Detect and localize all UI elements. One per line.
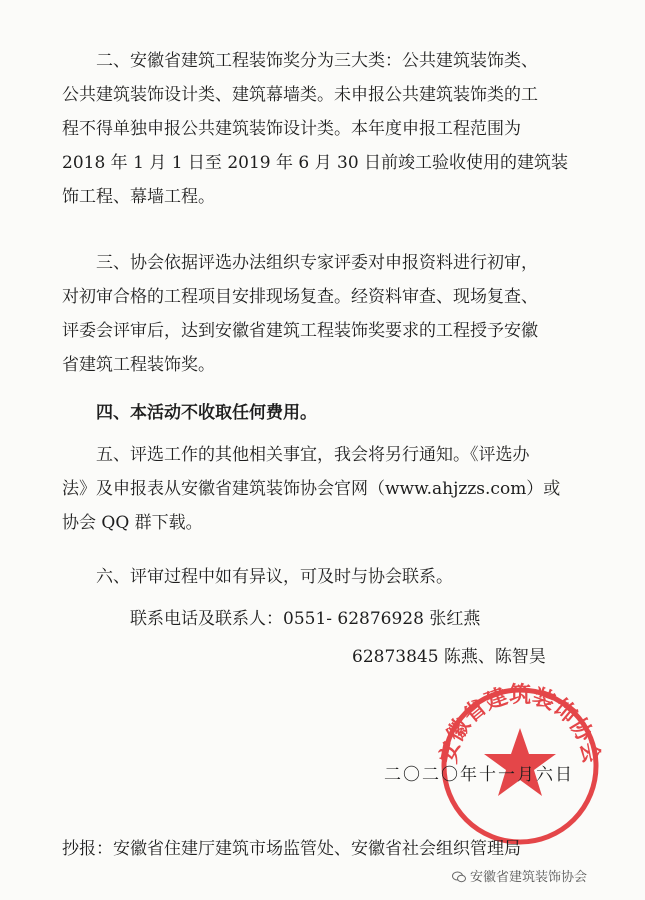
- paragraph-line: 省建筑工程装饰奖。: [62, 355, 215, 375]
- paragraph-line: 法》及申报表从安徽省建筑装饰协会官网（www.ahjzzs.com）或: [62, 479, 561, 499]
- issue-date: 二〇二〇年十一月六日: [384, 765, 574, 785]
- paragraph-line: 六、评审过程中如有异议，可及时与协会联系。: [96, 567, 453, 587]
- wechat-icon: [452, 871, 466, 883]
- contact-info-line-2: 62873845 陈燕、陈智昊: [352, 647, 546, 667]
- paragraph-line: 五、评选工作的其他相关事宜，我会将另行通知。《评选办: [96, 445, 530, 465]
- paragraph-item-6: [62, 560, 584, 594]
- paragraph-line: 公共建筑装饰设计类、建筑幕墙类。未申报公共建筑装饰类的工: [62, 85, 538, 105]
- paragraph-item-3: [62, 246, 584, 382]
- copy-to-line: 抄报：安徽省住建厅建筑市场监管处、安徽省社会组织管理局: [62, 839, 521, 859]
- contact-info-line-1: 联系电话及联系人：0551- 62876928 张红燕: [130, 609, 481, 629]
- paragraph-line: 协会 QQ 群下载。: [62, 513, 203, 533]
- paragraph-item-5: [62, 438, 584, 540]
- paragraph-line: 2018 年 1 月 1 日至 2019 年 6 月 30 日前竣工验收使用的建筑装: [62, 153, 569, 173]
- paragraph-item-2: [62, 44, 584, 214]
- paragraph-line: 饰工程、幕墙工程。: [62, 187, 215, 207]
- paragraph-line: 三、协会依据评选办法组织专家评委对申报资料进行初审，: [96, 253, 538, 273]
- paragraph-line: 对初审合格的工程项目安排现场复查。经资料审查、现场复查、: [62, 287, 538, 307]
- paragraph-line: 程不得单独申报公共建筑装饰设计类。本年度申报工程范围为: [62, 119, 521, 139]
- wechat-watermark: [452, 866, 587, 885]
- paragraph-line: 四、本活动不收取任何费用。: [96, 403, 317, 423]
- paragraph-line: 二、安徽省建筑工程装饰奖分为三大类：公共建筑装饰类、: [96, 51, 538, 71]
- paragraph-line: 评委会评审后，达到安徽省建筑工程装饰奖要求的工程授予安徽: [62, 321, 538, 341]
- svg-text:安徽省建筑装饰协会: 安徽省建筑装饰协会: [435, 682, 605, 766]
- watermark-text: 安徽省建筑装饰协会: [470, 870, 588, 885]
- paragraph-item-4: [62, 396, 584, 430]
